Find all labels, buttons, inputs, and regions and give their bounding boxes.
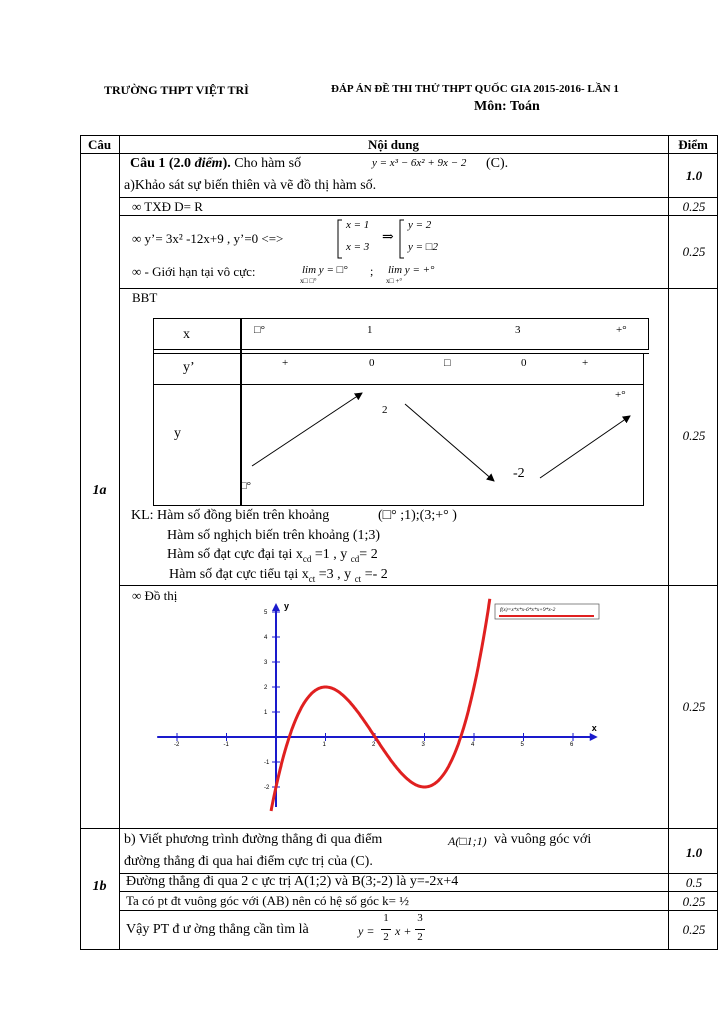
task-b-line1: b) Viết phương trình đường thẳng đi qua điểm [124, 832, 383, 847]
limit-pos-inf: lim y = +° [388, 264, 435, 276]
function-curve [271, 599, 490, 811]
y-axis-label: y [284, 601, 290, 611]
frac1-num: 1 [383, 912, 389, 924]
function-graph [120, 586, 668, 828]
subject: Môn: Toán [474, 99, 540, 114]
limits-label: ∞ - Giới hạn tại vô cực: [132, 264, 256, 279]
bbt-yprime-val: 0 [521, 357, 527, 369]
bbt-yprime-val: + [582, 357, 589, 369]
bbt-x-val: 3 [515, 324, 521, 336]
x-tick-label: 6 [570, 742, 574, 748]
solution-line3: Vậy PT đ ư ờng thẳng cần tìm là [126, 922, 309, 937]
row-label-1b: 1b [92, 879, 107, 894]
exam-title: ĐÁP ÁN ĐỀ THI THỬ THPT QUỐC GIA 2015-2016- LẦN 1 [331, 83, 619, 95]
score-bbt: 0.25 [682, 428, 706, 443]
function-formula: y = x³ − 6x² + 9x − 2 [372, 157, 467, 169]
y-tick-label: 5 [264, 610, 268, 616]
col-header-noidung: Nội dung [368, 137, 419, 152]
eq-y: y = [358, 924, 375, 938]
x-tick-label: -2 [174, 742, 180, 748]
system1-eq1: x = 1 [346, 219, 370, 231]
bbt-y-min: -2 [513, 466, 525, 481]
x-tick-label: 2 [372, 742, 376, 748]
score-line1: 0.5 [685, 875, 703, 890]
y-tick-label: 1 [264, 710, 268, 716]
row-label-1a: 1a [92, 483, 107, 498]
curve-name: (C). [486, 156, 509, 171]
derivative-line: ∞ y’= 3x² -12x+9 , y’=0 <=> [132, 231, 284, 246]
x-tick-label: 3 [421, 742, 425, 748]
implies-arrow: ⇒ [382, 230, 394, 245]
limit-sep: ; [370, 264, 374, 278]
y-tick-label: 3 [264, 660, 268, 666]
bbt-label: BBT [132, 290, 158, 305]
score-graph: 0.25 [682, 699, 706, 714]
task-a: a)Khảo sát sự biến thiên và vẽ đồ thị hàm số. [124, 178, 377, 193]
solution-line1: Đường thẳng đi qua 2 c ực trị A(1;2) và B(3;-2) là y=-2x+4 [126, 874, 459, 889]
solution-line2: Ta có pt đt vuông góc với (AB) nên có hệ số góc k= ½ [126, 893, 409, 908]
school-name: TRƯỜNG THPT VIỆT TRÌ [104, 83, 249, 97]
y-axis-arrow [272, 603, 280, 611]
score-txd: 0.25 [682, 199, 706, 214]
limit-neg-inf: lim y = □° [302, 264, 348, 276]
conclusion-decreasing: Hàm số nghịch biến trên khoảng (1;3) [167, 528, 381, 543]
bbt-x-val: +° [616, 324, 627, 336]
x-tick-label: 1 [322, 742, 326, 748]
bbt-y-neg-inf: □° [240, 480, 252, 492]
domain-line: ∞ TXĐ D= R [132, 199, 203, 214]
conclusion-max: Hàm số đạt cực đại tại $x_{cd} =1$ , y $_{cd}$= 2 [167, 547, 378, 564]
col-header-diem: Điểm [678, 137, 708, 152]
bbt-yprime-val: + [282, 357, 289, 369]
legend-label: f(x)=x*x*x-6*x*x+9*x-2 [500, 607, 556, 613]
graph-label: ∞ Đồ thị [132, 588, 178, 603]
point-a: A(□1;1) [448, 834, 487, 848]
score-q1b-total: 1.0 [685, 845, 703, 860]
bbt-row-y: y [174, 426, 181, 441]
frac2-den: 2 [417, 931, 423, 943]
task-b-line1-end: và vuông góc với [494, 832, 592, 847]
x-tick-label: -1 [223, 742, 229, 748]
y-tick-label: 4 [264, 635, 268, 641]
frac2-num: 3 [417, 912, 423, 924]
limit-pos-sub: x□ +° [386, 277, 403, 285]
x-tick-label: 4 [471, 742, 475, 748]
increasing-intervals: (□° ;1);(3;+° ) [378, 508, 457, 523]
conclusion-increasing: KL: Hàm số đồng biến trên khoảng [131, 508, 330, 523]
bbt-y-max: 2 [382, 404, 388, 416]
task-b-line2: đường thẳng đi qua hai điểm cực trị của (C). [124, 854, 373, 869]
y-tick-label: 2 [264, 685, 268, 691]
bbt-yprime-val: □ [444, 357, 451, 369]
score-derivative: 0.25 [682, 244, 706, 259]
system1-eq2: x = 3 [346, 241, 370, 253]
score-line3: 0.25 [682, 922, 706, 937]
bbt-row-yprime: y’ [183, 360, 195, 375]
score-line2: 0.25 [682, 894, 706, 909]
col-header-cau: Câu [87, 137, 112, 152]
x-axis-arrow [590, 733, 598, 741]
frac1-den: 2 [383, 931, 389, 943]
system2-eq2: y = □2 [408, 241, 438, 253]
eq-mid: x + [395, 924, 412, 938]
bbt-yprime-val: 0 [369, 357, 375, 369]
limit-neg-sub: x□ □° [300, 277, 317, 285]
question-title: Câu 1 (2.0 điểm). Cho hàm số [130, 156, 302, 171]
score-q1a-total: 1.0 [685, 168, 703, 183]
bbt-row-x: x [183, 327, 190, 342]
y-tick-label: -1 [264, 760, 270, 766]
conclusion-min: Hàm số đạt cực tiểu tại $x_{ct} =3$ , y $_{ct}$ =- 2 [169, 567, 388, 584]
y-tick-label: -2 [264, 785, 270, 791]
bbt-y-pos-inf: +° [615, 389, 626, 401]
bbt-x-val: 1 [367, 324, 373, 336]
system2-eq1: y = 2 [408, 219, 432, 231]
x-tick-label: 5 [520, 742, 524, 748]
bbt-x-val: □° [254, 324, 266, 336]
x-axis-label: x [591, 723, 597, 733]
